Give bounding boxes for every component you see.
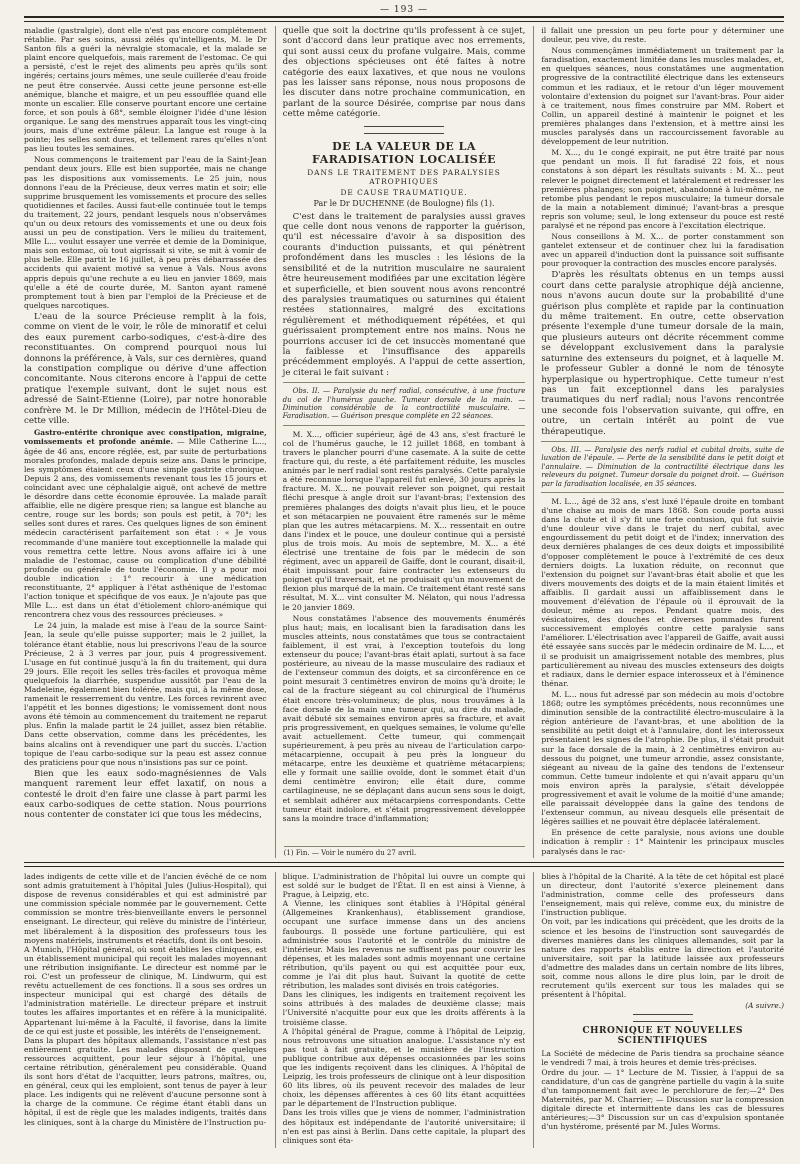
paragraph: L'eau de la source Précieuse remplit à la fois, comme on vient de le voir, le rôle de minoratif et celui des eaux purement carbo-sodiques, c'est-à-dire des reconstituantes. On comprend pourquoi nous lui donnons la préférence, à Vals, sur ces dernières, quand la constipation complique ou dérive d'une affection concomitante. Nous citerons encore à l'appui de cette pratique l'exemple suivant, dont le sujet nous est adressé de Saint-Etienne (Loire), par notre honorable confrère M. le Dr Million, médecin de l'Hôtel-Dieu de cette ville. xyxy=(24,311,267,426)
paragraph: Bien que les eaux sodo-magnésiennes de Vals manquent rarement leur effet laxatif, on nous a contesté le droit d'en faire une classe à part parmi les eaux carbo-sodiques de cette station. Nous pourrions nous contenter de constater ici que tous les médecins, xyxy=(24,768,267,821)
paragraph: lades indigents de cette ville et de l'ancien évêché de ce nom sont admis gratuitement à l'hôpital Jules (Julius-Hospital), qui dispose de revenus considérables et qui est administré par une commission spéciale nommée par le gouvernement. Cette commission se montre très-bienveillante envers le personnel enseignant. Le directeur, qui relève du ministre de l'intérieur, met libéralement à la disposition des professeurs tous les moyens matériels, instruments et réactifs, dont ils ont besoin. A Munich, l'Hôpital général, où sont établies les cliniques, est un établissement municipal qui reçoit les malades moyennant une rétribution insignifiante. Le directeur est nommé par le roi. C'est un professeur de clinique, M. Lindwurm, qui est revêtu actuellement de ces fonctions. Il a sous ses ordres un inspecteur municipal qui est chargé des détails de l'administration matérielle. Le directeur prépare et instruit toutes les affaires importantes et en réfère à la municipalité. Appartenant lui-même à la Faculté, il favorise, dans la limite de ce qui est juste et possible, les intérêts de l'enseignement. Dans la plupart des hôpitaux allemands, l'assistance n'est pas entièrement gratuite. Les malades disposant de quelques ressources acquittent, pour leur séjour à l'hôpital, une certaine rétribution, généralement peu considérable. Quand ils sont hors d'état de l'acquitter, leurs patrons, maîtres, ou, en général, ceux qui les emploient, sont tenus de payer à leur place. Les indigents qui ne relèvent d'aucune personne sont à la charge de la commune. Ce régime étant établi dans un hôpital, il est de règle que les malades indigents, traités dans les cliniques, sont à la charge du Ministère de l'Instruction pu- xyxy=(24,872,267,1127)
footnote: (1) Fin. — Voir le numéro du 27 avril. xyxy=(284,846,526,858)
to-be-continued: (A suivre.) xyxy=(745,1001,785,1011)
paragraph: Nous commençâmes immédiatement un traitement par la faradisation, exactement limitée dans les muscles malades, et, en quelques séances, nous constatâmes une augmentation progressive de la contractilité électrique dans les extenseurs commun et les radiaux, et le retour d'un léger mouvement volontaire d'extension du poignet sur l'avant-bras. Pour aider à ce traitement, nous fîmes construire par MM. Robert et Collin, un appareil destiné à maintenir le poignet et les premières phalanges dans l'extension, et à mettre ainsi les muscles paralysés dans un raccourcissement favorable au développement de leur nutrition. xyxy=(541,46,785,147)
paragraph: Nous commençons le traitement par l'eau de la Saint-Jean pendant deux jours. Elle est bien supportée, mais ne change pas les dispositions aux vomissements. Le 25 juin, nous donnons l'eau de la Précieuse, deux verres matin et soir; elle supprime brusquement les vomissements et procure des selles quotidiennes et faciles. Aussi faut-elle continuée tout le temps du traitement, 22 jours, pendant lesquels nous n'observâmes qu'un ou deux retours des vomissements et une ou deux fois aussi un peu de constipation. Vers le milieu du traitement, Mlle L... voulut essayer une verrée et demie de la Dominique, mais son estomac, où tout aigrissait si vite, se mit à vomir de plus belle. Elle partit le 16 juillet, à peu près débarrassée des accidents qui avaient motivé sa venue à Vals. Nous avons appris depuis qu'une rechute a eu lieu en janvier 1869, mais qu'elle a été de courte durée, M. Santon ayant ramené promptement tout à bien par l'emploi de la Précieuse et de quelques narcotiques. xyxy=(24,155,267,310)
article-subtitle-1: DANS LE TRAITEMENT DES PARALYSIES ATROPHIQUES xyxy=(307,167,501,186)
bottom-column-2 xyxy=(275,872,526,1148)
journal-page xyxy=(24,4,784,1158)
upper-columns xyxy=(24,26,784,858)
divider xyxy=(283,425,526,426)
ornament-divider xyxy=(541,1014,784,1022)
paragraph: quelle que soit la doctrine qu'ils professent à ce sujet, sont d'accord dans leur pratique avec nos errements, qui sont aussi ceux du profane vulgaire. Mais, comme des objections spécieuses ont été faites à notre catégorie des eaux laxatives, et que nous ne voulons pas les laisser sans réponse, nous nous proposons de les discuter dans notre prochaine communication, en parlant de la source Désirée, comprise par nous dans cette même catégorie. xyxy=(282,26,526,120)
paragraph: D'après les résultats obtenus en un temps aussi court dans cette paralysie atrophique déjà ancienne, nous n'avons aucun doute sur la probabilité d'une guérison plus complète et rapide par la continuation du même traitement. En outre, cette observation présente l'exemple d'une tumeur dorsale de la main, que plusieurs auteurs ont décrite récemment comme se développant exclusivement dans la paralysie saturnine des extenseurs du poignet, et à laquelle M. le professeur Gubler a donné le nom de ténosyte hyperplasique ou hypertrophique. Cette tumeur n'est pas un fait exceptionnel dans les paralysies traumatiques du nerf radial; nous l'avons rencontrée une seconde fois l'observation suivante, qui offre, en outre, un certain intérêt au point de vue thérapeutique. xyxy=(541,270,785,437)
section-title: CHRONIQUE ET NOUVELLES SCIENTIFIQUES xyxy=(582,1026,743,1047)
case-heading: Gastro-entérite chronique avec constipation, migraine, vomissements et profonde anémie. xyxy=(24,428,267,447)
page-number: — 193 — xyxy=(380,5,428,15)
observation-heading: Obs. II. — Paralysie du nerf radial, consécutive, à une fracture du col de l'humérus gauche. Tumeur dorsale de la main. — Diminution considérable de la contractilité musculaire. — Faradisation. — Guérison presque complète en 22 séances. xyxy=(282,387,526,421)
bottom-column-1 xyxy=(24,872,267,1148)
paragraph: blies à l'hôpital de la Charité. A la tête de cet hôpital est placé un directeur, dont l'autorité s'exerce pleinement dans l'administration, comme celle des professeurs dans l'enseignement, mais qui relève, comme eux, du ministre de l'instruction publique. On voit, par les indications qui précèdent, que les droits de la science et les besoins de l'instruction sont sauvegardés de diverses manières dans les cliniques allemandes, soit par la nature des rapports établis entre la direction et l'autorité universitaire, soit par la latitude laissée aux professeurs d'admettre des malades dans un certain nombre de lits libres, soit, comme nous allons le dire plus loin, par le droit de recrutement qu'ils exercent sur tous les malades qui se présentent à l'hôpital. xyxy=(541,872,785,1000)
divider xyxy=(541,492,784,493)
lower-columns xyxy=(24,872,784,1148)
observation-heading: Obs. III. — Paralysie des nerfs radial et cubital droits, suite de luxation de l'épaule. — Perte de la sensibilité dans le petit doigt et l'annulaire. — Diminution de la contractilité électrique dans les releveurs du poignet. Tumeur dorsale du poignet droit. — Guérison par la faradisation localisée, en 35 séances. xyxy=(541,445,785,488)
divider xyxy=(283,382,526,383)
paragraph: M. L... nous fut adressé par son médecin au mois d'octobre 1868; outre les symptômes précédents, nous reconnûmes une diminution sensible de la contractilité électro-musculaire à la région antérieure de l'avant-bras, et une abolition de la sensibilité au petit doigt et à l'annulaire, dont les interosseux présentaient les signes de l'atrophie. De plus, il s'était produit sur la face dorsale de la main, à 2 centimètres environ au-dessous du poignet, une tumeur arrondie, assez consistante, siégeant au niveau de la gaîne des tendons de l'extenseur commun. Cette tumeur indolente et qui n'avait apparu qu'un mois environ après la paralysie, s'était développée progressivement et avait le volume de la moitié d'une amande; elle paraissait développée dans la gaîne des tendons de l'extenseur commun, au niveau desquels elle présentait de légères saillies et ne pouvait être déplacée latéralement. xyxy=(541,689,785,827)
column-3 xyxy=(533,26,784,858)
paragraph: M. X..., du 1e congé expirait, ne put être traité par nous que pendant un mois. Il fut faradisé 22 fois, et nous constatons à son départ les résultats suivants : M. X... peut relever le poignet directement et latéralement et redresser les premières phalanges; son poignet, abandonné à lui-même, ne retombe plus pendant le repos musculaire; la tumeur dorsale de la main a notablement diminué; l'avant-bras a presque repris son volume; seul, le long extenseur du pouce est resté paralysé et ne répond pas encore à l'excitation électrique. xyxy=(541,148,785,230)
section-rule xyxy=(24,862,784,867)
paragraph: C'est dans le traitement de paralysies aussi graves que celle dont nous venons de rapporter la guérison, qu'il est nécessaire d'avoir à sa disposition des courants d'induction puissants, et qui pénètrent profondément dans les muscles : les lésions de la sensibilité et de la nutrition musculaire ne sauraient être heureusement modifiées par une excitation légère et superficielle, et bien souvent nous avons rencontré des paralysies traumatiques ou saturnines qui étaient restées stationnaires, malgré des excitations régulièrement et méthodiquement répétées, et qui guérissaient promptement entre nos mains. Nous ne pourrions accuser ici de cet insuccès momentané que la faiblesse et l'insuffisance des appareils précédemment employés. A l'appui de cette assertion, je citerai le fait suivant : xyxy=(282,211,526,378)
top-rule xyxy=(24,16,784,22)
paragraph: il fallait une pression un peu forte pour y déterminer une douleur, peu vive, du reste. xyxy=(541,26,785,45)
column-1 xyxy=(24,26,267,858)
ornament-divider xyxy=(283,126,526,134)
column-2 xyxy=(275,26,526,858)
divider xyxy=(541,441,784,442)
paragraph: Nous constatâmes l'absence des mouvements énumérés plus haut; mais, en localisant bien la faradisation dans les muscles atteints, nous constatâmes que tous se contractaient faiblement, il est vrai, à l'exception toutefois du long extenseur du pouce; l'avant-bras était aplati, surtout à sa face postérieure, au niveau de la masse musculaire des radiaux et de l'extenseur commun des doigts, et sa circonférence en ce point mesurait 3 centimètres environ de moins qu'à droite; le cal de la fracture siégeant au col chirurgical de l'humérus était encore très-volumineux; de plus, nous trouvâmes à la face dorsale de la main une tumeur qui, au dire du malade, avait débuté six semaines environ après sa fracture, et avait pris progressivement, en quelques semaines, le volume qu'elle avait actuellement. Cette tumeur, qui commençait supérieurement, à peu près au niveau de l'articulation carpo-métacarpienne, occupait à peu près la longueur du métacarpe, entre les deuxième et quatrième métacarpiens; elle y formait une saillie ovoïde, dont le sommet était d'un demi centimètre environ; elle était dure, comme cartilagineuse, ne se déplaçant dans aucun sens sous le doigt, et semblait adhérer aux métacarpiens correspondants. Cette tumeur était indolore, et s'était progressivement développée sans la moindre trace d'inflammation; xyxy=(282,613,526,823)
paragraph: blique. L'administration de l'hôpital lui ouvre un compte qui est soldé sur le budget de l'État. Il en est ainsi à Vienne, à Prague, à Leipzig, etc. A Vienne, les cliniques sont établies à l'Hôpital général (Allgemeines Krankenhaus), établissement grandiose, occupant une surface immense dans un des anciens faubourgs. Il possède une fortune particulière, qui est administrée sous l'autorité et le contrôle du ministre de l'intérieur. Mais les revenus ne suffisent pas pour couvrir les dépenses, et les malades sont admis moyennant une certaine rétribution, qu'ils payent ou qui est acquittée pour eux, comme je l'ai dit plus haut. Suivant la quotité de cette rétribution, les malades sont divisés en trois catégories. Dans les cliniques, les indigents en traitement reçoivent les soins attribués à des malades de deuxième classe; mais l'Université n'acquitte pour eux que les droits afférents à la troisième classe. A l'hôpital général de Prague, comme à l'hôpital de Leipzig, nous retrouvons une situation analogue. L'assistance n'y est pas tout à fait gratuite, et le ministère de l'instruction publique contribue aux dépenses occasionnées par les soins que les indigents reçoivent dans les cliniques. A l'hôpital de Leipzig, les trois professeurs de clinique ont à leur disposition 60 lits libres, où ils peuvent recevoir des malades de leur choix, les dépenses afférentes à ces 60 lits étant acquittées par le département de l'Instruction publique. Dans les trois villes que je viens de nommer, l'administration des hôpitaux est indépendante de l'autorité universitaire; il n'en est pas ainsi à Berlin. Dans cette capitale, la plupart des cliniques sont éta- xyxy=(282,872,526,1145)
bottom-column-3 xyxy=(533,872,784,1148)
paragraph: maladie (gastralgie), dont elle n'est pas encore complétement rétablie. Par ses soins, aussi zélés qu'intelligents, M. le Dr Santon fils a guéri la névralgie stomacale, et la malade se plaint encore quelquefois, mais rarement de l'estomac. Ce qui a persisté, c'est le rejet des aliments peu après qu'ils sont ingérés; certains jours mêmes, une seule cuillerée d'eau froide ne peut être conservée. Aussi cette jeune personne est-elle anémique, blanche et maigre, et un peu essoufflée quand elle monte un escalier. Elle conserve pourtant encore une certaine force, et son pouls à 68°, semble éloigner l'idée d'une lésion organique. Le sang des menstrues apparaît tous les vingt-cinq jours, mais d'une extrême pâleur. La langue est rouge à la pointe; les selles sont dures, et tellement rares qu'elles n'ont pas lieu toutes les semaines. xyxy=(24,26,267,154)
paragraph: M. L..., âgé de 32 ans, s'est luxé l'épaule droite en tombant d'une chaise au mois de mars 1868. Son coude porta aussi dans la chute et il s'y fit une forte contusion, qui fut suivie d'une douleur vive dans le trajet du nerf cubital, avec engourdissement du petit doigt et de l'index; innervation des deux dernières phalanges de ces deux doigts et impossibilité d'opposer complètement le pouce à l'extrémité de ces deux derniers doigts. La luxation réduite, on reconnut que l'extension du poignet sur l'avant-bras était abolie et que les divers mouvements des doigts et de la main étaient limités et affaiblis. Il gardait aussi un affaiblissement dans le mouvement d'élévation de l'épaule où il éprouvait de la douleur, même au repos. Pendant quatre mois, des vésicatoires, des douches et diverses pommades furent successivement employés contre cette paralysie sans l'améliorer. L'électrisation avec l'appareil de Gaiffe, avait aussi été essayée sans succès par le médecin ordinaire de M. L..., et il se produisit un amaigrissement notable des membres, plus particulièrement au niveau des muscles extenseurs des doigts et radiaux, dans le dernier espace interosseux et à l'éminence thénar. xyxy=(541,496,785,688)
article-subtitle-2: DE CAUSE TRAUMATIQUE. xyxy=(340,187,468,197)
article-author: Par le Dr DUCHENNE (de Boulogne) fils (1). xyxy=(313,198,495,208)
paragraph: La Société de médecine de Paris tiendra sa prochaine séance le vendredi 7 mai, à trois heures et demie très-précises. Ordre du jour. — 1° Lecture de M. Tissier, à l'appui de sa candidature, d'un cas de gangrène partielle du vagin à la suite d'un tamponnement fait avec le perchlorure de fer;—2° Des Maternités, par M. Charrier; — Discussion sur la compression digitale directe et intermittente dans les cas de blessures antérieures;—3° Discussion sur un cas d'expulsion spontanée d'un hystérome, présenté par M. Jules Worms. xyxy=(541,1049,785,1132)
paragraph: M. X..., officier supérieur, âgé de 43 ans, s'est fracturé le col de l'humérus gauche, le 12 juillet 1868, en tombant à travers le plancher pourri d'une casemate. A la suite de cette fracture qui, du reste, a été parfaitement réduite, les muscles animés par le nerf radial sont restés paralysés. Cette paralysie a été reconnue lorsque l'appareil fut enlevé, 30 jours après la fracture. M. X... ne pouvait relever son poignet, qui restait fléchi presque à angle droit sur l'avant-bras; l'extension des premières phalanges des doigts n'avait plus lieu, et le pouce et son métacarpien ne pouvaient être ramenés sur le même plan que les autres métacarpiens. M. X... ressentait en outre dans l'index et le pouce, une douleur continue qui a persisté plus de trois mois. Au mois de septembre, M. X... a été électrisé une trentaine de fois par le médecin de son régiment, avec un appareil de Gaiffe, dont le courant, disait-il, était impuissant pour faire contracter les extenseurs du poignet qu'il traversait, et ne produisait qu'un mouvement de flexion plus marqué de la main. Ce traitement étant resté sans résultat, M. X... vint consulter M. Nélaton, qui nous l'adressa le 20 janvier 1869. xyxy=(282,429,526,612)
article-title: DE LA VALEUR DE LA FARADISATION LOCALISÉE xyxy=(312,139,496,166)
paragraph: Nous conseillons à M. X... de porter constamment son gantelet extenseur et de continuer chez lui la faradisation avec un appareil d'induction dont la puissance soit suffisante pour provoquer la contraction des muscles encore paralysés. xyxy=(541,232,785,269)
case-paragraph xyxy=(24,428,267,619)
case-text: — Mlle Catherine L..., âgée de 46 ans, encore réglée, est, par suite de perturbations morales profondes, malade depuis seize ans. Dans le principe, les symptômes étaient ceux d'une simple gastrite chronique. Depuis 2 ans, des vomissements revenant tous les 15 jours et coïncidant avec une céphalalgie aiguë, ont achevé de mettre le désordre dans cette économie éprouvée. La malade paraît affaiblie, elle ne digère presque rien; sa langue est blanche au centre, rouge sur les bords; son pouls est petit, à 70°; les selles sont dures et rares. Ces quelques lignes de son éminent médecin caractérisent parfaitement son état : « Je vous recommande d'une manière tout exceptionnelle la malade qui vous remettra cette lettre. Nous avons affaire ici à une maladie de l'estomac, cause ou complication d'une débilité profonde ou générale de toute l'économie. Il y a pour moi double indication : 1° recourir à une médication reconstituante, 2° appliquer à l'état asthénique de l'estomac l'action tonique et spécifique de vos eaux. Je n'ajoute pas que Mlle L... est dans un état d'étiolement chloro-anémique qui rencontrera chez vous des ressources précieuses. » xyxy=(24,437,267,620)
paragraph: Le 24 juin, la malade est mise à l'eau de la source Saint-Jean, la seule qu'elle puisse supporter; mais le 2 juillet, la tolérance étant établie, nous lui prescrivons l'eau de la source Précieuse, 2 à 3 verres par jour, puis 4 progressivement. L'usage en fut continué jusqu'à la fin du traitement, qui dura 29 jours. Elle reçoit les selles très-faciles et provoqua même quelquefois la diarrhée, suspendue aussitôt par l'eau de la Madeleine, également bien tolérée, mais qui, à la même dose, ramenait le resserrement du ventre. Les forces revinrent avec l'appétit et les bonnes digestions; le vomissement dont nous avons été témoin au commencement du traitement ne reparut plus. Enfin la malade partit le 24 juillet, assez bien rétablie. Dans cette observation, comme dans les précédentes, les bains alcalins ont à revendiquer une part du succès. L'action topique de l'eau carbo-sodique sur la peau est assez connue des praticiens pour que nous n'insistions pas sur ce point. xyxy=(24,621,267,767)
paragraph: En présence de cette paralysie, nous avions une double indication à remplir : 1° Maintenir les principaux muscles paralysés dans le rac- xyxy=(541,828,785,856)
